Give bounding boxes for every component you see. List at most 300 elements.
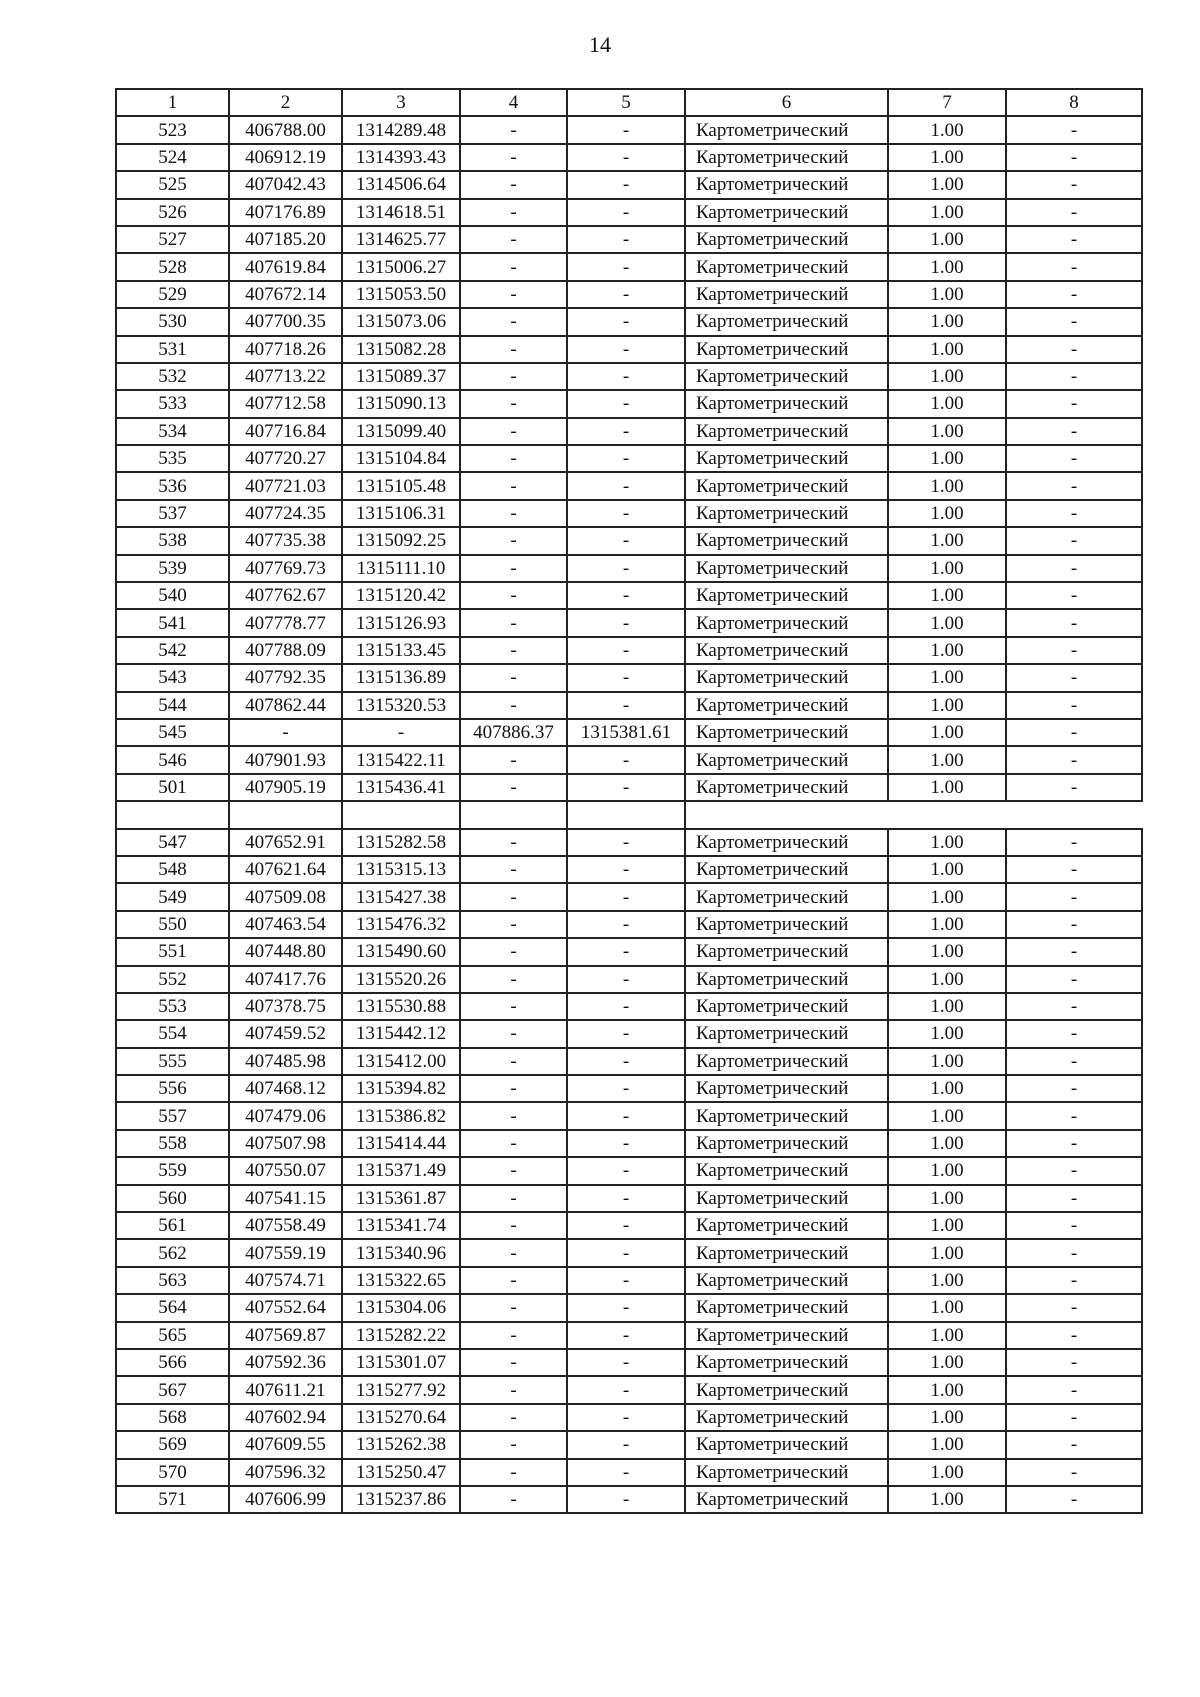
table-cell: - (1006, 418, 1142, 445)
table-cell: 1.00 (888, 1020, 1006, 1047)
table-row (116, 116, 1142, 143)
table-cell: 550 (116, 911, 229, 938)
table-cell: - (1006, 966, 1142, 993)
table-cell: 569 (116, 1431, 229, 1458)
table-cell: 1.00 (888, 171, 1006, 198)
table-cell: 1.00 (888, 637, 1006, 664)
table-cell: - (1006, 116, 1142, 143)
table-cell: 1315414.44 (342, 1130, 460, 1157)
table-cell: - (567, 1267, 685, 1294)
table-cell: - (460, 774, 567, 801)
table-row (116, 1212, 1142, 1239)
table-cell: 554 (116, 1020, 229, 1047)
table-cell: Картометрический (685, 582, 888, 609)
table-cell: - (1006, 1322, 1142, 1349)
table-cell: - (567, 144, 685, 171)
table-cell: 1.00 (888, 829, 1006, 856)
table-cell: 407621.64 (229, 856, 342, 883)
table-cell: 544 (116, 692, 229, 719)
table-cell: 1.00 (888, 390, 1006, 417)
table-cell: - (567, 1431, 685, 1458)
table-row (116, 883, 1142, 910)
table-cell: - (1006, 938, 1142, 965)
table-cell: - (460, 1267, 567, 1294)
table-cell: - (1006, 445, 1142, 472)
table-cell: Картометрический (685, 1349, 888, 1376)
table-cell: - (460, 308, 567, 335)
empty-cell (229, 801, 342, 828)
table-cell: 407720.27 (229, 445, 342, 472)
table-cell: Картометрический (685, 911, 888, 938)
table-cell: 1315105.48 (342, 472, 460, 499)
table-cell: 1.00 (888, 1212, 1006, 1239)
table-cell: - (567, 911, 685, 938)
table-cell: 407606.99 (229, 1486, 342, 1513)
table-row (116, 1102, 1142, 1129)
table-cell: - (460, 1020, 567, 1047)
table-row (116, 226, 1142, 253)
table-cell: 1315490.60 (342, 938, 460, 965)
table-cell: Картометрический (685, 418, 888, 445)
table-cell: - (567, 1020, 685, 1047)
table-cell: - (460, 1294, 567, 1321)
table-cell: 407713.22 (229, 363, 342, 390)
table-cell: 407735.38 (229, 527, 342, 554)
empty-cell (116, 801, 229, 828)
table-cell: 548 (116, 856, 229, 883)
table-cell: - (567, 1102, 685, 1129)
table-row (116, 637, 1142, 664)
table-cell: - (460, 1239, 567, 1266)
table-cell: Картометрический (685, 199, 888, 226)
table-cell: 1315304.06 (342, 1294, 460, 1321)
table-cell: - (460, 418, 567, 445)
table-cell: - (567, 226, 685, 253)
table-cell: 546 (116, 746, 229, 773)
table-cell: 564 (116, 1294, 229, 1321)
table-row (116, 1267, 1142, 1294)
table-cell: - (1006, 308, 1142, 335)
table-cell: - (460, 582, 567, 609)
table-cell: 1.00 (888, 774, 1006, 801)
table-cell: Картометрический (685, 637, 888, 664)
table-cell: - (567, 609, 685, 636)
table-cell: Картометрический (685, 856, 888, 883)
header-cell: 3 (342, 89, 460, 116)
table-cell: 1314625.77 (342, 226, 460, 253)
table-gap (116, 801, 1142, 828)
table-cell: - (1006, 1130, 1142, 1157)
table-cell: 407550.07 (229, 1157, 342, 1184)
table-cell: 562 (116, 1239, 229, 1266)
table-cell: - (460, 1130, 567, 1157)
table-cell: 1.00 (888, 308, 1006, 335)
table-cell: 538 (116, 527, 229, 554)
table-cell: 407042.43 (229, 171, 342, 198)
table-cell: - (1006, 1020, 1142, 1047)
table-cell: 1315476.32 (342, 911, 460, 938)
table-cell: 1315099.40 (342, 418, 460, 445)
table-cell: - (1006, 1431, 1142, 1458)
table-cell: - (567, 692, 685, 719)
table-cell: - (567, 1130, 685, 1157)
table-cell: - (1006, 281, 1142, 308)
table-cell: 407592.36 (229, 1349, 342, 1376)
table-cell: 1315006.27 (342, 253, 460, 280)
table-cell: - (1006, 199, 1142, 226)
table-cell: 1.00 (888, 746, 1006, 773)
table-cell: - (567, 664, 685, 691)
table-cell: 1314289.48 (342, 116, 460, 143)
table-cell: 1315422.11 (342, 746, 460, 773)
table-cell: - (460, 472, 567, 499)
table-cell: 1.00 (888, 883, 1006, 910)
table-cell: 1.00 (888, 664, 1006, 691)
table-cell: 1315133.45 (342, 637, 460, 664)
table-cell: 1315120.42 (342, 582, 460, 609)
table-cell: - (1006, 1185, 1142, 1212)
table-cell: 1.00 (888, 1102, 1006, 1129)
table-cell: - (460, 911, 567, 938)
table-row (116, 664, 1142, 691)
table-row (116, 1486, 1142, 1513)
table-cell: 1.00 (888, 1294, 1006, 1321)
table-cell: - (567, 1185, 685, 1212)
table-row (116, 418, 1142, 445)
table-cell: 1315427.38 (342, 883, 460, 910)
table-row (116, 144, 1142, 171)
table-cell: 566 (116, 1349, 229, 1376)
table-cell: - (229, 719, 342, 746)
table-cell: - (460, 253, 567, 280)
table-cell: 407509.08 (229, 883, 342, 910)
table-cell: 549 (116, 883, 229, 910)
table-cell: 407468.12 (229, 1075, 342, 1102)
table-cell: - (460, 856, 567, 883)
table-cell: Картометрический (685, 609, 888, 636)
header-cell: 7 (888, 89, 1006, 116)
header-cell: 8 (1006, 89, 1142, 116)
table-cell: Картометрический (685, 1212, 888, 1239)
table-cell: - (567, 883, 685, 910)
table-cell: - (460, 1185, 567, 1212)
table-cell: 534 (116, 418, 229, 445)
table-cell: Картометрический (685, 527, 888, 554)
table-cell: 407712.58 (229, 390, 342, 417)
table-cell: 407479.06 (229, 1102, 342, 1129)
table-cell: 1.00 (888, 993, 1006, 1020)
table-cell: - (1006, 637, 1142, 664)
table-cell: - (567, 1322, 685, 1349)
table-cell: Картометрический (685, 1294, 888, 1321)
table-cell: 407609.55 (229, 1431, 342, 1458)
table-cell: - (1006, 1294, 1142, 1321)
table-cell: 557 (116, 1102, 229, 1129)
table-cell: 1315436.41 (342, 774, 460, 801)
table-cell: 407619.84 (229, 253, 342, 280)
table-cell: - (460, 527, 567, 554)
table-block-1 (116, 116, 1142, 801)
table-cell: - (567, 993, 685, 1020)
table-cell: 407652.91 (229, 829, 342, 856)
table-cell: 407716.84 (229, 418, 342, 445)
table-cell: Картометрический (685, 1322, 888, 1349)
table-row (116, 363, 1142, 390)
table-cell: - (567, 527, 685, 554)
table-cell: 407700.35 (229, 308, 342, 335)
table-cell: 407507.98 (229, 1130, 342, 1157)
table-cell: 407788.09 (229, 637, 342, 664)
table-cell: 407185.20 (229, 226, 342, 253)
table-cell: 1.00 (888, 527, 1006, 554)
table-cell: 1315089.37 (342, 363, 460, 390)
table-cell: 1315282.58 (342, 829, 460, 856)
table-cell: - (460, 1102, 567, 1129)
table-cell: - (1006, 226, 1142, 253)
table-cell: Картометрический (685, 500, 888, 527)
header-row (116, 89, 1142, 116)
table-cell: 1315322.65 (342, 1267, 460, 1294)
empty-cell (460, 801, 567, 828)
table-cell: Картометрический (685, 993, 888, 1020)
table-cell: 407724.35 (229, 500, 342, 527)
table-cell: - (460, 144, 567, 171)
table-cell: 531 (116, 336, 229, 363)
table-cell: - (460, 199, 567, 226)
table-row (116, 1239, 1142, 1266)
table-cell: - (1006, 664, 1142, 691)
table-row (116, 199, 1142, 226)
table-cell: 407862.44 (229, 692, 342, 719)
table-cell: 1315340.96 (342, 1239, 460, 1266)
table-cell: 1315381.61 (567, 719, 685, 746)
table-row (116, 1404, 1142, 1431)
table-row (116, 171, 1142, 198)
table-cell: 560 (116, 1185, 229, 1212)
table-cell: 1.00 (888, 363, 1006, 390)
table-cell: - (460, 883, 567, 910)
table-cell: Картометрический (685, 308, 888, 335)
table-cell: 571 (116, 1486, 229, 1513)
table-cell: Картометрический (685, 1404, 888, 1431)
table-cell: 1.00 (888, 1431, 1006, 1458)
table-cell: Картометрический (685, 171, 888, 198)
table-cell: 1.00 (888, 1130, 1006, 1157)
table-cell: - (1006, 171, 1142, 198)
table-row (116, 1185, 1142, 1212)
table-cell: 1.00 (888, 609, 1006, 636)
table-cell: 545 (116, 719, 229, 746)
table-row (116, 445, 1142, 472)
table-cell: 1315520.26 (342, 966, 460, 993)
table-cell: Картометрический (685, 1431, 888, 1458)
table-cell: 1314506.64 (342, 171, 460, 198)
table-cell: - (1006, 336, 1142, 363)
table-cell: - (567, 746, 685, 773)
table-cell: 1.00 (888, 1267, 1006, 1294)
table-cell: Картометрический (685, 445, 888, 472)
table-cell: Картометрический (685, 746, 888, 773)
table-cell: Картометрический (685, 883, 888, 910)
table-cell: Картометрический (685, 1048, 888, 1075)
table-cell: - (460, 336, 567, 363)
table-cell: - (1006, 527, 1142, 554)
table-cell: - (460, 500, 567, 527)
table-row (116, 1294, 1142, 1321)
table-cell: 559 (116, 1157, 229, 1184)
table-row (116, 336, 1142, 363)
table-cell: Картометрический (685, 1102, 888, 1129)
table-cell: 547 (116, 829, 229, 856)
table-cell: - (567, 171, 685, 198)
table-cell: 407574.71 (229, 1267, 342, 1294)
table-cell: Картометрический (685, 1239, 888, 1266)
table-row (116, 1048, 1142, 1075)
table-cell: 1.00 (888, 966, 1006, 993)
table-cell: - (567, 1294, 685, 1321)
table-cell: - (567, 1349, 685, 1376)
table-cell: 1.00 (888, 418, 1006, 445)
table-cell: 528 (116, 253, 229, 280)
table-cell: - (342, 719, 460, 746)
table-cell: 570 (116, 1459, 229, 1486)
table-cell: - (1006, 555, 1142, 582)
table-cell: - (460, 1048, 567, 1075)
table-cell: - (460, 692, 567, 719)
table-row (116, 966, 1142, 993)
table-row (116, 829, 1142, 856)
table-cell: 530 (116, 308, 229, 335)
table-cell: - (567, 582, 685, 609)
table-cell: Картометрический (685, 1486, 888, 1513)
table-cell: 1.00 (888, 1486, 1006, 1513)
table-cell: 501 (116, 774, 229, 801)
table-cell: 407463.54 (229, 911, 342, 938)
table-cell: 407769.73 (229, 555, 342, 582)
table-cell: - (1006, 1349, 1142, 1376)
table-cell: - (1006, 774, 1142, 801)
table-cell: 568 (116, 1404, 229, 1431)
table-cell: - (567, 1212, 685, 1239)
table-cell: - (567, 966, 685, 993)
table-cell: 525 (116, 171, 229, 198)
table-cell: 1.00 (888, 582, 1006, 609)
table-row (116, 609, 1142, 636)
table-cell: 407559.19 (229, 1239, 342, 1266)
coordinates-table (115, 88, 1143, 1514)
table-cell: 551 (116, 938, 229, 965)
table-cell: 1.00 (888, 336, 1006, 363)
table-cell: Картометрический (685, 1459, 888, 1486)
table-row (116, 993, 1142, 1020)
table-cell: 407901.93 (229, 746, 342, 773)
table-cell: 407176.89 (229, 199, 342, 226)
table-cell: 1.00 (888, 472, 1006, 499)
table-cell: 1315082.28 (342, 336, 460, 363)
table-cell: 407672.14 (229, 281, 342, 308)
table-cell: - (460, 390, 567, 417)
table-cell: 407596.32 (229, 1459, 342, 1486)
table-cell: 1.00 (888, 253, 1006, 280)
table-cell: - (1006, 582, 1142, 609)
table-row (116, 1020, 1142, 1047)
table-row (116, 281, 1142, 308)
table-cell: 1315126.93 (342, 609, 460, 636)
table-row (116, 1349, 1142, 1376)
table-cell: Картометрический (685, 1075, 888, 1102)
table-cell: 541 (116, 609, 229, 636)
table-cell: 1.00 (888, 281, 1006, 308)
table-cell: - (1006, 390, 1142, 417)
table-cell: - (460, 609, 567, 636)
table-cell: - (567, 774, 685, 801)
table-cell: 1314618.51 (342, 199, 460, 226)
table-cell: 1.00 (888, 719, 1006, 746)
table-cell: - (567, 281, 685, 308)
table-row (116, 527, 1142, 554)
table-cell: - (460, 829, 567, 856)
table-cell: 556 (116, 1075, 229, 1102)
table-cell: 1315442.12 (342, 1020, 460, 1047)
table-cell: 1.00 (888, 1239, 1006, 1266)
table-cell: - (460, 1322, 567, 1349)
table-cell: 1315092.25 (342, 527, 460, 554)
table-cell: 407485.98 (229, 1048, 342, 1075)
table-cell: - (567, 445, 685, 472)
table-cell: - (460, 116, 567, 143)
table-row (116, 719, 1142, 746)
table-cell: Картометрический (685, 1376, 888, 1403)
table-cell: 1315104.84 (342, 445, 460, 472)
table-cell: - (567, 336, 685, 363)
table-cell: Картометрический (685, 966, 888, 993)
table-cell: 1315341.74 (342, 1212, 460, 1239)
table-cell: 1.00 (888, 1459, 1006, 1486)
table-row (116, 390, 1142, 417)
table-cell: - (567, 1157, 685, 1184)
table-cell: 542 (116, 637, 229, 664)
table-cell: 1315090.13 (342, 390, 460, 417)
table-cell: - (567, 500, 685, 527)
table-cell: 1.00 (888, 1404, 1006, 1431)
table-cell: 1315371.49 (342, 1157, 460, 1184)
table-cell: Картометрический (685, 1185, 888, 1212)
table-cell: 406912.19 (229, 144, 342, 171)
table-cell: 563 (116, 1267, 229, 1294)
table-cell: 1315361.87 (342, 1185, 460, 1212)
empty-cell (567, 801, 685, 828)
table-cell: 1315053.50 (342, 281, 460, 308)
table-cell: 407718.26 (229, 336, 342, 363)
table-cell: Картометрический (685, 116, 888, 143)
header-cell: 2 (229, 89, 342, 116)
table-cell: - (1006, 829, 1142, 856)
table-row (116, 582, 1142, 609)
table-cell: - (567, 1376, 685, 1403)
table-cell: Картометрический (685, 664, 888, 691)
table-cell: - (460, 1404, 567, 1431)
table-cell: 1315270.64 (342, 1404, 460, 1431)
table-cell: 407905.19 (229, 774, 342, 801)
table-cell: 543 (116, 664, 229, 691)
table-cell: Картометрический (685, 829, 888, 856)
table-cell: 407552.64 (229, 1294, 342, 1321)
table-cell: 1.00 (888, 500, 1006, 527)
table-cell: - (1006, 609, 1142, 636)
table-cell: 535 (116, 445, 229, 472)
table-cell: 1.00 (888, 116, 1006, 143)
table-cell: 407611.21 (229, 1376, 342, 1403)
